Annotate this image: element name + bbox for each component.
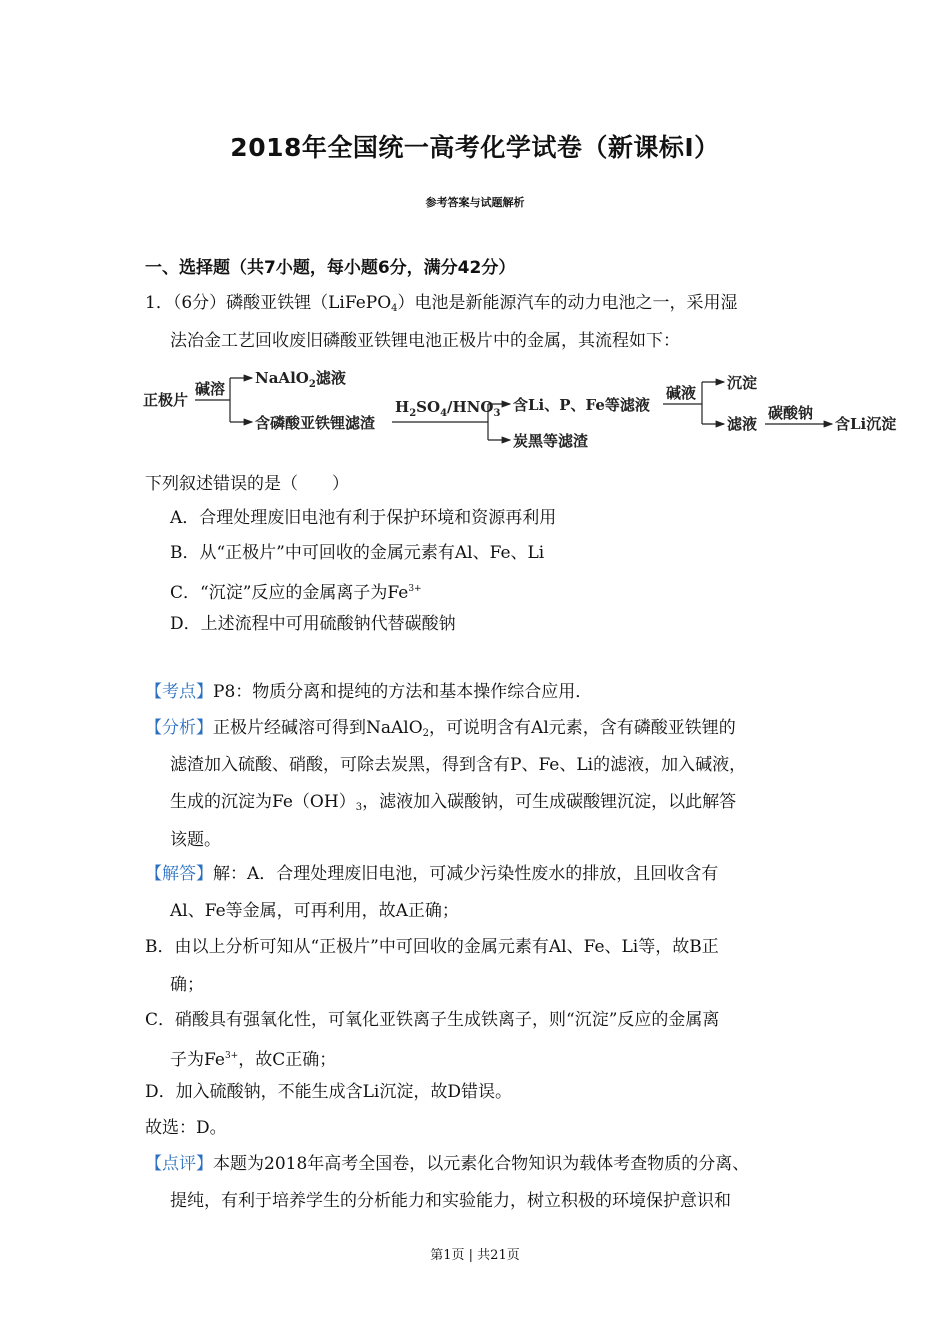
flow-filtrate: 含Li、P、Fe等滤液 xyxy=(513,396,650,414)
question-1-line-2: 法冶金工艺回收废旧磷酸亚铁锂电池正极片中的金属，其流程如下： xyxy=(170,331,680,351)
jieda-c-superscript: 3+ xyxy=(224,1051,239,1061)
dianping-tag: 【点评】 xyxy=(145,1154,213,1174)
dianping-text-1: 本题为2018年高考全国卷，以元素化合物知识为载体考查物质的分离、 xyxy=(213,1154,750,1174)
kaodian-tag: 【考点】 xyxy=(145,682,213,702)
fenxi-subscript-3: 3 xyxy=(355,802,363,813)
flow-precipitate: 沉淀 xyxy=(727,374,758,392)
analysis-dianping-line-2: 提纯，有利于培养学生的分析能力和实验能力，树立积极的环境保护意识和 xyxy=(170,1191,731,1211)
flow-acid-label: $H_2SO_4/HNO_3$ xyxy=(395,398,501,419)
flow-diagram xyxy=(140,366,910,456)
option-c-text: C．“沉淀”反应的金属离子为Fe xyxy=(170,583,409,603)
kaodian-text: P8：物质分离和提纯的方法和基本操作综合应用． xyxy=(213,682,593,702)
analysis-fenxi-line-3 xyxy=(170,791,736,819)
fenxi-text-1a: 正极片经碱溶可得到NaAlO xyxy=(213,718,423,738)
page-footer: 第1页 | 共21页 xyxy=(430,1248,520,1263)
analysis-jieda-c-line-1: C．硝酸具有强氧化性，可氧化亚铁离子生成铁离子，则“沉淀”反应的金属离 xyxy=(145,1010,720,1030)
analysis-jieda-line-2: Al、Fe等金属，可再利用，故A正确； xyxy=(170,901,459,921)
analysis-jieda-b-line-2: 确； xyxy=(170,975,204,995)
analysis-jieda-b-line-1: B．由以上分析可知从“正极片”中可回收的金属元素有Al、Fe、Li等，故B正 xyxy=(145,937,719,957)
analysis-kaodian xyxy=(145,681,592,703)
option-d: D．上述流程中可用硫酸钠代替碳酸钠 xyxy=(170,614,456,634)
jieda-tag: 【解答】 xyxy=(145,864,213,884)
option-a: A．合理处理废旧电池有利于保护环境和资源再利用 xyxy=(170,508,557,528)
fenxi-subscript-1: 2 xyxy=(422,728,430,739)
q1-text-a: 1．（6分）磷酸亚铁锂（LiFePO xyxy=(145,293,392,313)
fenxi-tag: 【分析】 xyxy=(145,718,213,738)
section-heading: 一、选择题（共7小题，每小题6分，满分42分） xyxy=(145,258,516,278)
option-c-superscript: 3+ xyxy=(408,584,422,594)
flow-start: 正极片 xyxy=(143,391,189,409)
flow-filtrate-2: 滤液 xyxy=(727,415,758,433)
q1-text-b: ）电池是新能源汽车的动力电池之一，采用湿 xyxy=(397,293,738,313)
flow-naalo2-filtrate: NaAlO$_2$滤液 xyxy=(255,369,346,390)
jieda-c-text-a: 子为Fe xyxy=(170,1050,225,1070)
option-c xyxy=(170,578,422,604)
option-b: B．从“正极片”中可回收的金属元素有Al、Fe、Li xyxy=(170,543,545,563)
page-subtitle: 参考答案与试题解析 xyxy=(425,196,525,209)
fenxi-text-3a: 生成的沉淀为Fe（OH） xyxy=(170,792,356,812)
flow-step-alkali-dissolve: 碱溶 xyxy=(195,380,226,398)
analysis-jieda-d: D．加入硫酸钠，不能生成含Li沉淀，故D错误。 xyxy=(145,1082,512,1102)
analysis-dianping-line-1 xyxy=(145,1153,749,1175)
flow-residue: 含磷酸亚铁锂滤渣 xyxy=(255,414,376,432)
question-prompt: 下列叙述错误的是（ ） xyxy=(145,474,349,494)
flow-carbon-residue: 炭黑等滤渣 xyxy=(513,432,589,450)
q1-subscript: 4 xyxy=(391,303,398,314)
fenxi-text-1b: ，可说明含有Al元素，含有磷酸亚铁锂的 xyxy=(429,718,736,738)
page-title: 2018年全国统一高考化学试卷（新课标Ⅰ） xyxy=(230,133,720,162)
jieda-text-1: 解：A．合理处理废旧电池，可减少污染性废水的排放，且回收含有 xyxy=(213,864,719,884)
flow-li-precipitate: 含Li沉淀 xyxy=(835,415,897,433)
analysis-fenxi-line-2: 滤渣加入硫酸、硝酸，可除去炭黑，得到含有P、Fe、Li的滤液，加入碱液， xyxy=(170,755,747,775)
analysis-jieda-c-line-2 xyxy=(170,1045,336,1071)
analysis-jieda-line-1 xyxy=(145,863,718,885)
fenxi-text-3b: ，滤液加入碳酸钠，可生成碳酸锂沉淀，以此解答 xyxy=(362,792,737,812)
question-1-line-1 xyxy=(145,292,738,320)
jieda-c-text-b: ，故C正确； xyxy=(238,1050,337,1070)
answer-line: 故选：D。 xyxy=(145,1118,227,1138)
analysis-fenxi-line-4: 该题。 xyxy=(170,830,221,850)
flow-na2co3-label: 碳酸钠 xyxy=(768,404,814,422)
flow-alkali-label: 碱液 xyxy=(666,384,697,402)
analysis-fenxi-line-1 xyxy=(145,717,736,745)
